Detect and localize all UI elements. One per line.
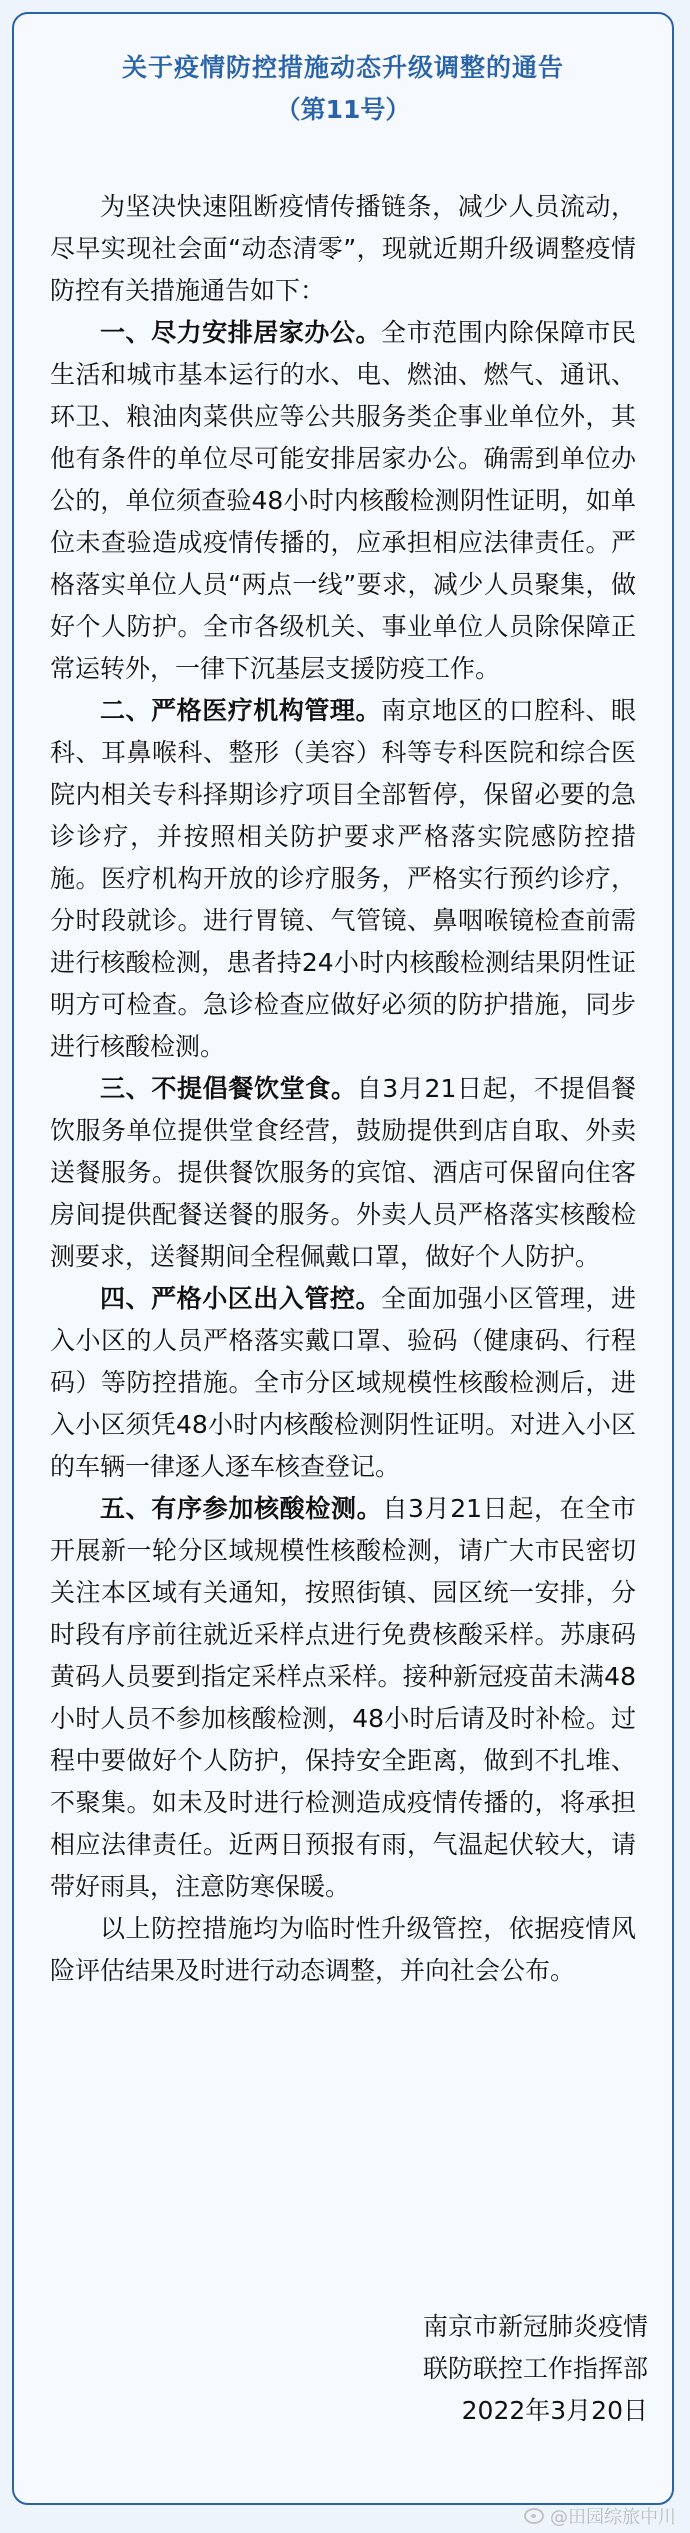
section-2	[50, 690, 636, 1068]
notice-body	[50, 186, 636, 1992]
intro-paragraph: 为坚决快速阻断疫情传播链条，减少人员流动，尽早实现社会面“动态清零”，现就近期升级调整疫情防控有关措施通告如下：	[50, 192, 636, 305]
closing-paragraph: 以上防控措施均为临时性升级管控，依据疫情风险评估结果及时进行动态调整，并向社会公布。	[50, 1914, 636, 1985]
notice-title: 关于疫情防控措施动态升级调整的通告	[121, 53, 564, 82]
section-1-text: 全市范围内除保障市民生活和城市基本运行的水、电、燃油、燃气、通讯、环卫、粮油肉菜供应等公共服务类企事业单位外，其他有条件的单位尽可能安排居家办公。确需到单位办公的，单位须查验48小时内核酸检测阴性证明，如单位未查验造成疫情传播的，应承担相应法律责任。严格落实单位人员“两点一线”要求，减少人员聚集，做好个人防护。全市各级机关、事业单位人员除保障正常运转外，一律下沉基层支援防疫工作。	[50, 318, 636, 683]
section-4	[50, 1278, 636, 1488]
watermark	[524, 2503, 676, 2529]
section-5-title: 五、有序参加核酸检测。	[100, 1494, 383, 1523]
notice-number: （第11号）	[275, 95, 411, 124]
section-3-text: 自3月21日起，不提倡餐饮服务单位提供堂食经营，鼓励提供到店自取、外卖送餐服务。提供餐饮服务的宾馆、酒店可保留向住客房间提供配餐送餐的服务。外卖人员严格落实核酸检测要求，送餐期间全程佩戴口罩，做好个人防护。	[50, 1074, 636, 1271]
section-2-text: 南京地区的口腔科、眼科、耳鼻喉科、整形（美容）科等专科医院和综合医院内相关专科择期诊疗项目全部暂停，保留必要的急诊诊疗，并按照相关防护要求严格落实院感防控措施。医疗机构开放的诊疗服务，严格实行预约诊疗，分时段就诊。进行胃镜、气管镜、鼻咽喉镜检查前需进行核酸检测，患者持24小时内核酸检测结果阴性证明方可检查。急诊检查应做好必须的防护措施，同步进行核酸检测。	[50, 696, 636, 1061]
section-4-title: 四、严格小区出入管控。	[100, 1284, 382, 1313]
signature-org-line2: 联防联控工作指挥部	[422, 2354, 648, 2383]
section-5	[50, 1488, 636, 1908]
section-4-text: 全面加强小区管理，进入小区的人员严格落实戴口罩、验码（健康码、行程码）等防控措施。全市分区域规模性核酸检测后，进入小区须凭48小时内核酸检测阴性证明。对进入小区的车辆一律逐人逐车核查登记。	[50, 1284, 636, 1481]
signature-org-line1: 南京市新冠肺炎疫情	[422, 2312, 648, 2341]
signature-date: 2022年3月20日	[461, 2396, 648, 2425]
section-5-text: 自3月21日起，在全市开展新一轮分区域规模性核酸检测，请广大市民密切关注本区域有关通知，按照街镇、园区统一安排，分时段有序前往就近采样点进行免费核酸采样。苏康码黄码人员要到指定采样点采样。接种新冠疫苗未满48小时人员不参加核酸检测，48小时后请及时补检。过程中要做好个人防护，保持安全距离，做到不扎堆、不聚集。如未及时进行检测造成疫情传播的，将承担相应法律责任。近两日预报有雨，气温起伏较大，请带好雨具，注意防寒保暖。	[50, 1494, 637, 1901]
section-1	[50, 312, 636, 690]
section-3-title: 三、不提倡餐饮堂食。	[100, 1074, 357, 1103]
section-1-title: 一、尽力安排居家办公。	[100, 318, 382, 347]
watermark-text: @田园综旅中川	[550, 2507, 676, 2528]
notice-header	[14, 14, 672, 126]
section-3	[50, 1068, 636, 1278]
section-2-title: 二、严格医疗机构管理。	[100, 696, 382, 725]
signature-block	[328, 2306, 648, 2432]
weibo-icon	[524, 2508, 544, 2524]
